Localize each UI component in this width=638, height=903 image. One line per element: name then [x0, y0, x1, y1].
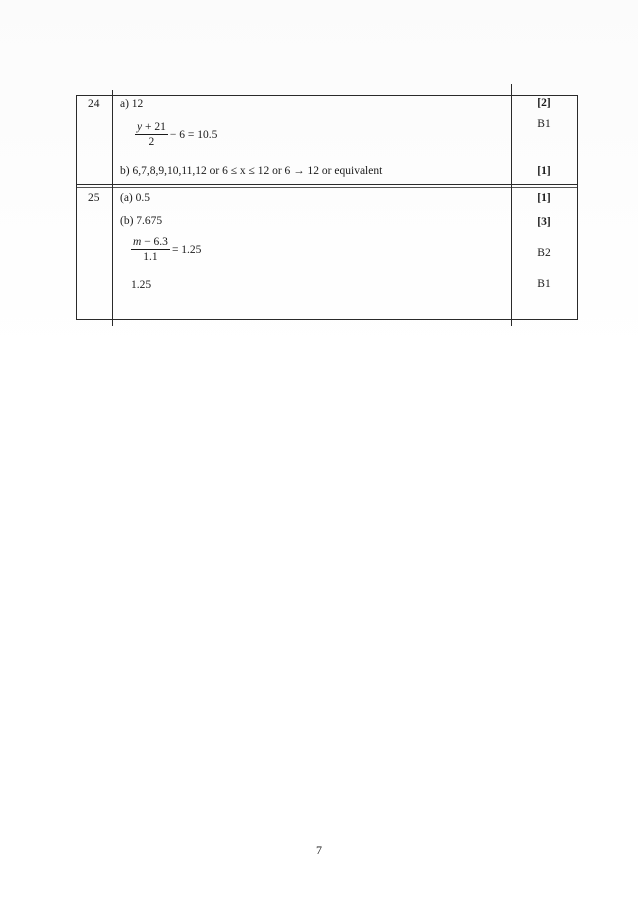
question-column-divider	[112, 90, 113, 326]
table-left-border	[76, 95, 77, 320]
working-fraction	[135, 121, 217, 148]
fraction-numerator: − 6.3	[141, 236, 168, 248]
marks-column-divider	[511, 84, 512, 326]
answer-b: b) 6,7,8,9,10,11,12 or 6 ≤ x ≤ 12 or 6 → 12 or equivalent	[120, 165, 383, 177]
working-equation-rest: = 1.25	[171, 243, 202, 256]
working-value: 1.25	[131, 279, 152, 291]
working-equation-rest: − 6 = 10.5	[169, 128, 218, 141]
answer-b: (b) 7.675	[120, 215, 163, 227]
table-right-border	[577, 95, 578, 320]
mark-total: [3]	[537, 216, 551, 228]
working-fraction	[131, 236, 201, 263]
mark-method: B1	[537, 118, 551, 130]
answer-a: (a) 0.5	[120, 192, 151, 204]
row-divider	[76, 184, 578, 185]
question-number: 25	[88, 192, 100, 204]
fraction-denominator: 2	[148, 136, 155, 148]
table-top-border	[76, 95, 578, 96]
mark-method: B2	[537, 247, 551, 259]
fraction-denominator: 1.1	[143, 251, 158, 263]
fraction-numerator: + 21	[142, 121, 166, 133]
mark-method: B1	[537, 278, 551, 290]
row-divider-secondary	[76, 187, 578, 188]
fraction-variable: y	[137, 121, 143, 133]
mark-total: [2]	[537, 97, 551, 109]
table-bottom-border	[76, 319, 578, 320]
fraction-variable: m	[133, 236, 142, 248]
mark-total: [1]	[537, 165, 551, 177]
answer-a: a) 12	[120, 98, 144, 110]
question-number: 24	[88, 98, 100, 110]
mark-total: [1]	[537, 192, 551, 204]
page-number: 7	[316, 843, 322, 857]
